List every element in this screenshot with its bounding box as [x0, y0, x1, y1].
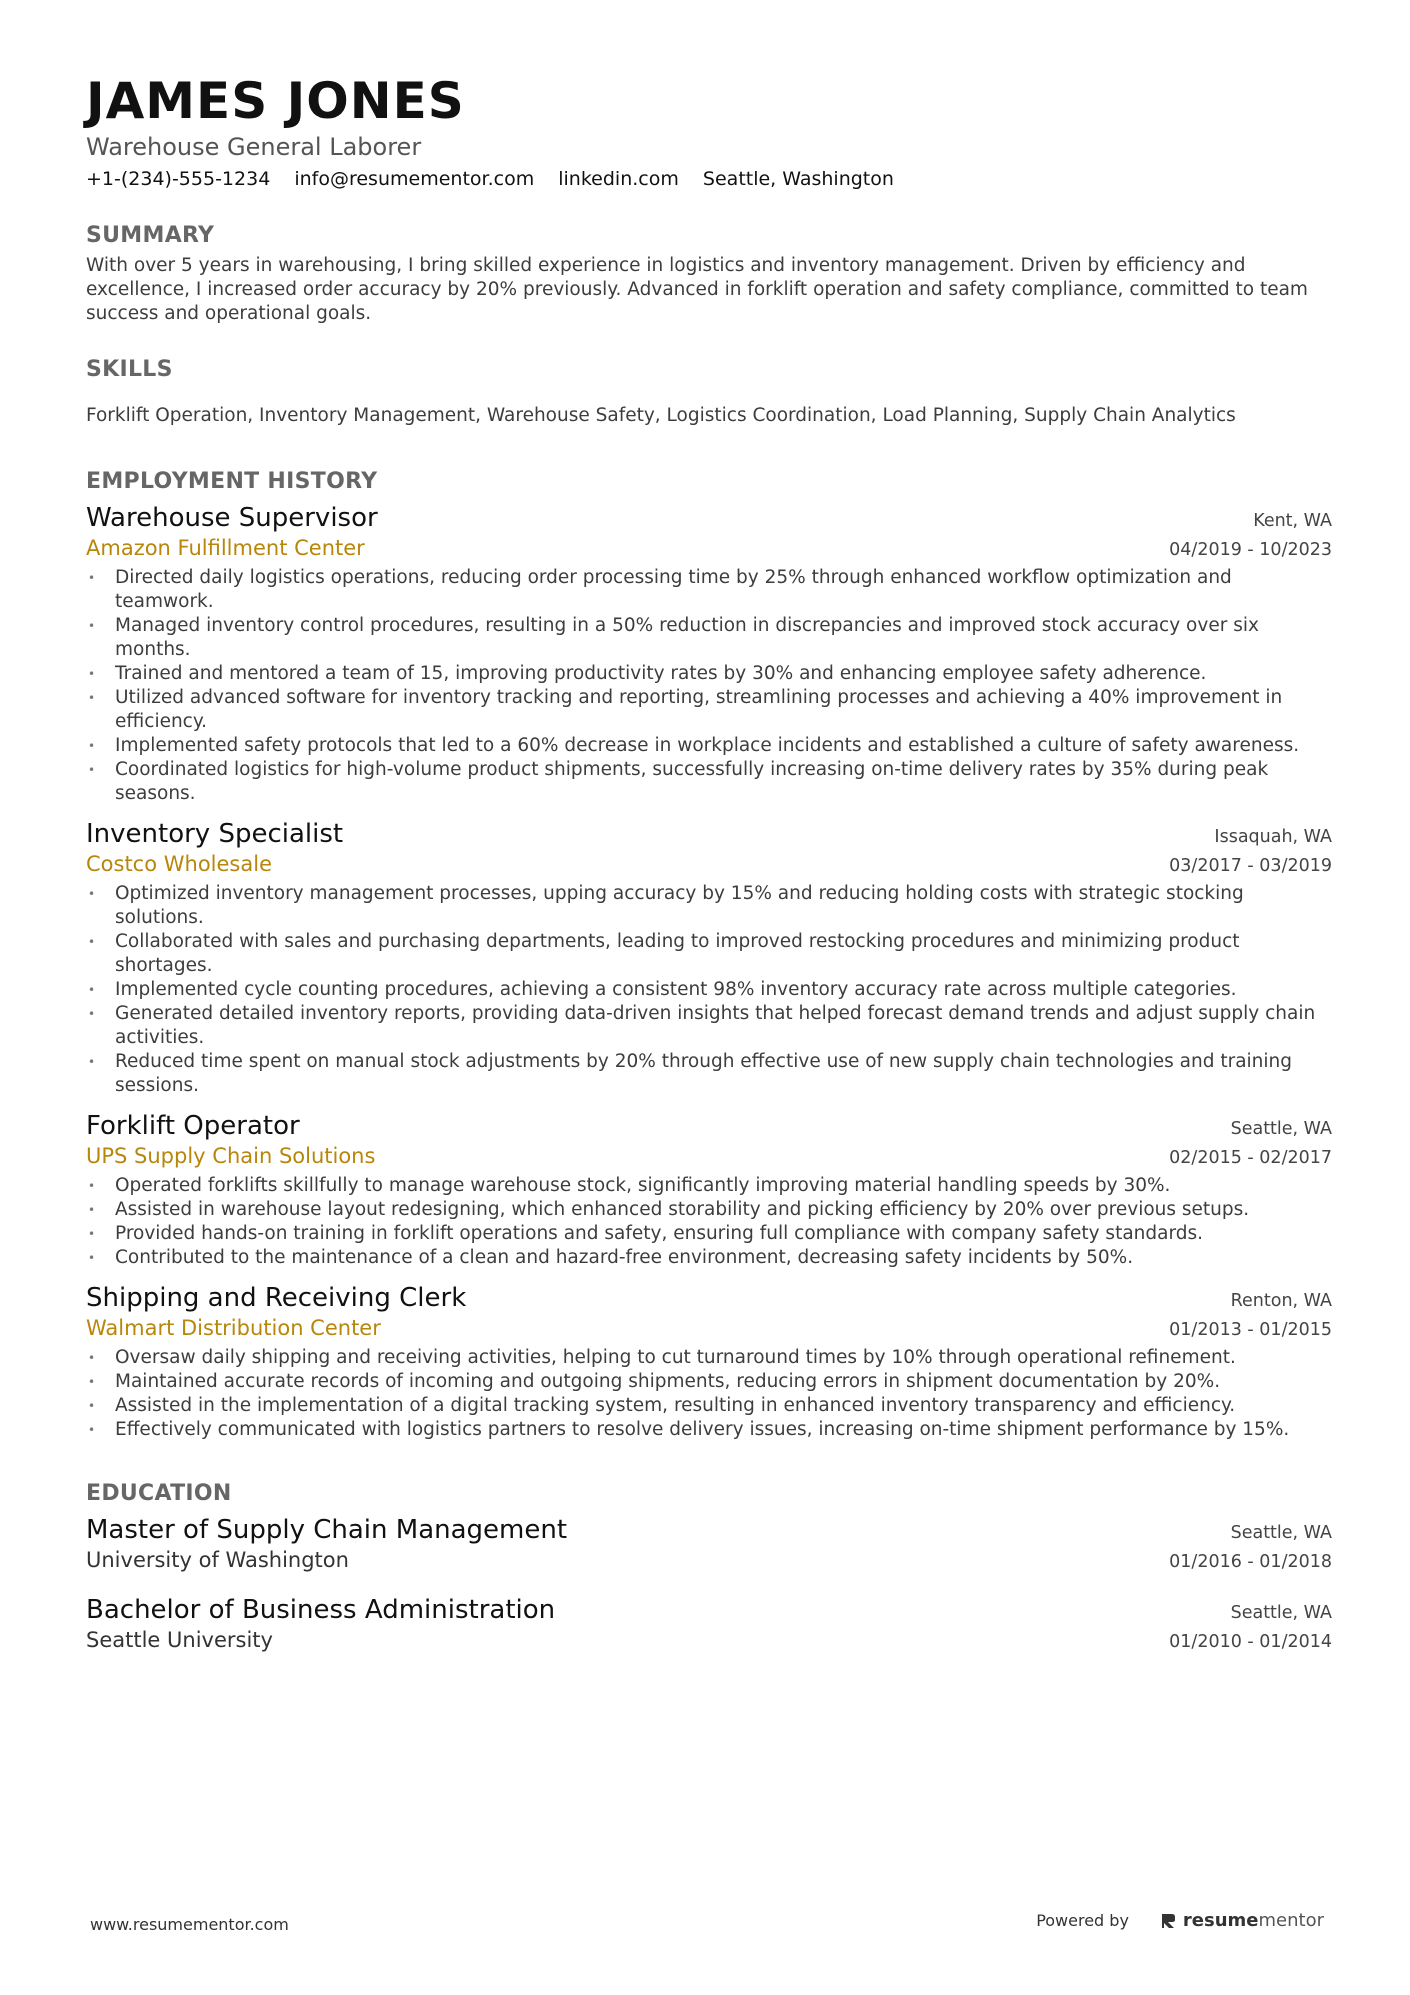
job-entry [86, 818, 1332, 1098]
resumementor-logo-icon [1159, 1912, 1177, 1930]
job-bullet: • Coordinated logistics for high-volume product shipments, successfully increasing on-time delivery rates by 35% during peak seasons. [86, 758, 1332, 806]
job-bullet: • Directed daily logistics operations, reducing order processing time by 25% through enhanced workflow optimization and teamwork. [86, 566, 1332, 614]
education-dates: 01/2010 - 01/2014 [1169, 1632, 1332, 1652]
job-entry-location: Seattle, WA [1230, 1119, 1332, 1139]
footer-website[interactable]: www.resumementor.com [90, 1915, 289, 1934]
education-location: Seattle, WA [1230, 1603, 1332, 1623]
job-bullet: • Operated forklifts skillfully to manage warehouse stock, significantly improving material handling speeds by 30%. [86, 1174, 1332, 1198]
location: Seattle, Washington [702, 168, 894, 190]
education-dates: 01/2016 - 01/2018 [1169, 1552, 1332, 1572]
job-bullets [86, 1346, 1332, 1442]
linkedin[interactable]: linkedin.com [558, 168, 679, 190]
job-bullet: • Effectively communicated with logistics partners to resolve delivery issues, increasing on-time shipment performance by 15%. [86, 1418, 1332, 1442]
job-entry-title: Inventory Specialist [86, 819, 344, 849]
job-bullet: • Assisted in the implementation of a digital tracking system, resulting in enhanced inventory transparency and efficiency. [86, 1394, 1332, 1418]
summary-text: With over 5 years in warehousing, I bring skilled experience in logistics and inventory management. Driven by efficiency and excellence, I increased order accuracy by 20% previously. Advanced in forklift operation and safety compliance, committed to team success and operational goals. [86, 255, 1308, 324]
job-entry-location: Kent, WA [1253, 511, 1332, 531]
job-bullet: • Implemented cycle counting procedures, achieving a consistent 98% inventory accuracy rate across multiple categories. [86, 978, 1332, 1002]
skills-text: Forklift Operation, Inventory Management, Warehouse Safety, Logistics Coordination, Load Planning, Supply Chain Analytics [86, 405, 1236, 426]
skills-heading: SKILLS [86, 357, 173, 382]
job-bullet: • Trained and mentored a team of 15, improving productivity rates by 30% and enhancing employee safety adherence. [86, 662, 1332, 686]
education-entry [86, 1514, 1332, 1574]
job-entry [86, 1282, 1332, 1442]
job-bullets [86, 566, 1332, 806]
job-bullet: • Maintained accurate records of incoming and outgoing shipments, reducing errors in shipment documentation by 20%. [86, 1370, 1332, 1394]
brand-name: resumementor [1182, 1910, 1324, 1931]
job-bullets [86, 1174, 1332, 1270]
job-bullet: • Generated detailed inventory reports, providing data-driven insights that helped forecast demand trends and adjust supply chain activities. [86, 1002, 1332, 1050]
summary-heading: SUMMARY [86, 223, 215, 248]
job-entry-dates: 01/2013 - 01/2015 [1169, 1320, 1332, 1340]
job-bullets [86, 882, 1332, 1098]
job-entry-title: Warehouse Supervisor [86, 503, 378, 533]
job-bullet: • Provided hands-on training in forklift operations and safety, ensuring full compliance with company safety standards. [86, 1222, 1332, 1246]
education-degree: Bachelor of Business Administration [86, 1595, 556, 1625]
education-heading: EDUCATION [86, 1481, 232, 1506]
powered-by-text: Powered by [1036, 1911, 1129, 1930]
job-entry-company: Costco Wholesale [86, 852, 272, 876]
job-entry-dates: 02/2015 - 02/2017 [1169, 1148, 1332, 1168]
education-location: Seattle, WA [1230, 1523, 1332, 1543]
job-title: Warehouse General Laborer [86, 133, 422, 161]
education-school: Seattle University [86, 1628, 273, 1652]
education-list [86, 1514, 1332, 1654]
job-entry-location: Issaquah, WA [1214, 827, 1332, 847]
job-entry-company: Amazon Fulfillment Center [86, 536, 365, 560]
job-entry-company: Walmart Distribution Center [86, 1316, 381, 1340]
job-entry-title: Forklift Operator [86, 1111, 300, 1141]
job-bullet: • Utilized advanced software for inventory tracking and reporting, streamlining processes and achieving a 40% improvement in efficiency. [86, 686, 1332, 734]
job-bullet: • Reduced time spent on manual stock adjustments by 20% through effective use of new supply chain technologies and training sessions. [86, 1050, 1332, 1098]
employment-heading: EMPLOYMENT HISTORY [86, 469, 378, 494]
education-degree: Master of Supply Chain Management [86, 1515, 568, 1545]
email[interactable]: info@resumementor.com [294, 168, 535, 190]
job-bullet: • Managed inventory control procedures, resulting in a 50% reduction in discrepancies and improved stock accuracy over six months. [86, 614, 1332, 662]
job-bullet: • Optimized inventory management processes, upping accuracy by 15% and reducing holding costs with strategic stocking solutions. [86, 882, 1332, 930]
employment-list [86, 502, 1332, 1442]
job-entry-title: Shipping and Receiving Clerk [86, 1283, 467, 1313]
education-school: University of Washington [86, 1548, 349, 1572]
job-entry-dates: 03/2017 - 03/2019 [1169, 856, 1332, 876]
job-entry-company: UPS Supply Chain Solutions [86, 1144, 376, 1168]
footer-brand [1036, 1910, 1324, 1931]
resume-page [86, 72, 1332, 1654]
candidate-name: JAMES JONES [86, 72, 465, 130]
job-entry [86, 502, 1332, 806]
job-bullet: • Assisted in warehouse layout redesigning, which enhanced storability and picking efficiency by 20% over previous setups. [86, 1198, 1332, 1222]
job-entry-dates: 04/2019 - 10/2023 [1169, 540, 1332, 560]
job-bullet: • Collaborated with sales and purchasing departments, leading to improved restocking procedures and minimizing product shortages. [86, 930, 1332, 978]
job-entry-location: Renton, WA [1230, 1291, 1332, 1311]
job-bullet: • Oversaw daily shipping and receiving activities, helping to cut turnaround times by 10% through operational refinement. [86, 1346, 1332, 1370]
education-entry [86, 1594, 1332, 1654]
job-bullet: • Contributed to the maintenance of a clean and hazard-free environment, decreasing safety incidents by 50%. [86, 1246, 1332, 1270]
job-entry [86, 1110, 1332, 1270]
contact-line [86, 166, 1332, 192]
phone: +1-(234)-555-1234 [86, 168, 271, 190]
job-bullet: • Implemented safety protocols that led to a 60% decrease in workplace incidents and established a culture of safety awareness. [86, 734, 1332, 758]
